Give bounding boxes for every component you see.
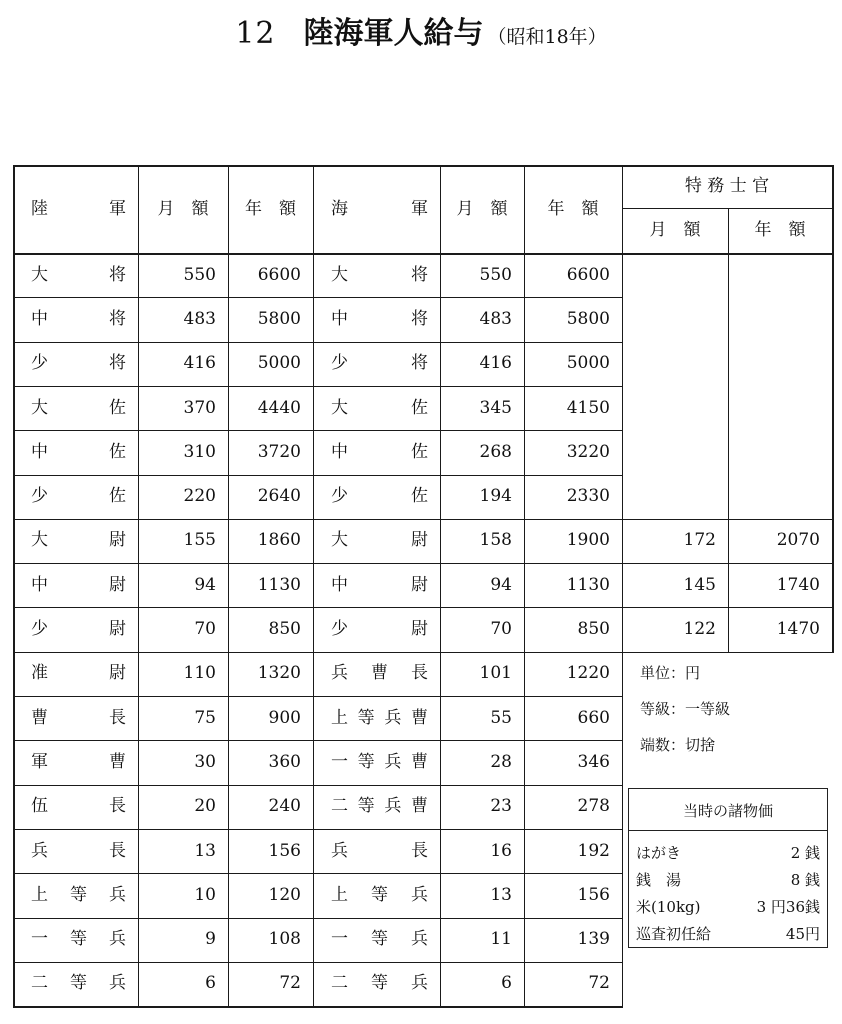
navy-rank: 中 尉	[331, 574, 428, 595]
price-item-name: はがき	[636, 844, 682, 862]
navy-rank: 一等兵曹	[331, 751, 428, 772]
army-rank: 中 将	[31, 308, 126, 329]
navy-rank: 大 尉	[331, 530, 428, 551]
note-line: 等級：一等級	[640, 700, 731, 718]
column-divider	[440, 165, 441, 1006]
navy-monthly: 550	[479, 264, 512, 285]
header-navy: 海 軍	[331, 198, 428, 219]
navy-monthly: 416	[479, 353, 512, 374]
army-rank: 少 尉	[31, 619, 126, 640]
army-yearly: 5000	[257, 353, 301, 374]
navy-rank: 中 将	[331, 308, 428, 329]
navy-monthly: 268	[479, 441, 512, 462]
navy-monthly: 16	[490, 840, 512, 861]
army-monthly: 155	[183, 530, 216, 551]
navy-yearly: 850	[577, 619, 610, 640]
header-navy-monthly: 月 額	[456, 198, 508, 219]
navy-yearly: 346	[577, 751, 610, 772]
navy-rank: 上等兵曹	[331, 707, 428, 728]
navy-yearly: 4150	[566, 397, 610, 418]
navy-monthly: 158	[479, 530, 512, 551]
header-army-yearly: 年 額	[245, 198, 296, 219]
header-special-yearly: 年 額	[754, 220, 806, 240]
table-left-border	[13, 165, 15, 1006]
navy-monthly: 55	[490, 707, 512, 728]
navy-monthly: 194	[479, 486, 512, 507]
header-army: 陸 軍	[31, 198, 126, 219]
army-rank: 大 佐	[31, 397, 126, 418]
army-yearly: 2640	[257, 486, 301, 507]
table-right-border	[832, 165, 834, 652]
army-yearly: 3720	[257, 441, 301, 462]
column-divider	[313, 165, 314, 1006]
navy-rank: 少 佐	[331, 486, 428, 507]
navy-yearly: 139	[577, 929, 610, 950]
navy-rank: 少 尉	[331, 619, 428, 640]
army-monthly: 9	[205, 929, 216, 950]
header-special-monthly: 月 額	[649, 220, 701, 240]
navy-yearly: 5000	[566, 353, 610, 374]
army-rank: 准 尉	[31, 663, 126, 684]
table-top-border	[13, 165, 832, 167]
navy-yearly: 1220	[566, 663, 610, 684]
army-rank: 二 等 兵	[31, 973, 126, 994]
special-column-divider	[728, 208, 729, 652]
page-title	[0, 8, 842, 52]
army-rank: 少 将	[31, 353, 126, 374]
price-item-value: 2 銭	[790, 844, 820, 862]
navy-yearly: 278	[577, 796, 610, 817]
army-monthly: 94	[194, 574, 216, 595]
title-sub: （昭和18年）	[487, 26, 607, 48]
navy-rank: 二等兵曹	[331, 796, 428, 817]
column-divider	[138, 165, 139, 1006]
row-divider	[13, 785, 623, 786]
row-divider	[13, 962, 623, 963]
header-army-monthly: 月 額	[157, 198, 209, 219]
row-divider	[13, 607, 834, 608]
column-divider	[228, 165, 229, 1006]
army-monthly: 370	[183, 397, 216, 418]
navy-rank: 兵 長	[331, 840, 428, 861]
army-monthly: 75	[194, 707, 216, 728]
navy-monthly: 28	[490, 751, 512, 772]
header-navy-yearly: 年 額	[547, 198, 599, 219]
army-yearly: 5800	[257, 308, 301, 329]
navy-monthly: 23	[490, 796, 512, 817]
navy-yearly: 3220	[566, 441, 610, 462]
title-text: 陸海軍人給与	[303, 16, 484, 51]
army-monthly: 6	[205, 973, 216, 994]
army-monthly: 30	[194, 751, 216, 772]
army-monthly: 416	[183, 353, 216, 374]
navy-yearly: 5800	[566, 308, 610, 329]
note-line: 端数：切捨	[640, 736, 716, 754]
special-yearly: 1740	[776, 574, 820, 595]
army-monthly: 110	[183, 663, 216, 684]
navy-monthly: 345	[479, 397, 512, 418]
army-yearly: 72	[279, 973, 301, 994]
navy-monthly: 483	[479, 308, 512, 329]
navy-monthly: 6	[501, 973, 512, 994]
row-divider	[13, 297, 623, 298]
column-divider	[622, 165, 623, 1006]
army-yearly: 4440	[257, 397, 301, 418]
army-yearly: 120	[268, 884, 301, 905]
army-rank: 兵 長	[31, 840, 126, 861]
army-monthly: 20	[194, 796, 216, 817]
army-rank: 中 佐	[31, 441, 126, 462]
army-monthly: 10	[194, 884, 216, 905]
navy-monthly: 13	[490, 884, 512, 905]
special-yearly: 2070	[776, 530, 820, 551]
army-monthly: 310	[183, 441, 216, 462]
army-rank: 曹 長	[31, 707, 126, 728]
row-divider	[13, 918, 623, 919]
navy-rank: 中 佐	[331, 441, 428, 462]
header-bottom-border	[13, 253, 832, 255]
navy-yearly: 1130	[566, 574, 610, 595]
army-yearly: 900	[268, 707, 301, 728]
row-divider	[13, 1006, 623, 1008]
row-divider	[13, 652, 834, 653]
navy-yearly: 72	[588, 973, 610, 994]
army-monthly: 13	[194, 840, 216, 861]
note-line: 単位：円	[640, 664, 701, 682]
army-yearly: 108	[268, 929, 301, 950]
army-rank: 大 尉	[31, 530, 126, 551]
navy-yearly: 192	[577, 840, 610, 861]
special-header-divider	[622, 208, 832, 209]
navy-monthly: 94	[490, 574, 512, 595]
army-monthly: 220	[183, 486, 216, 507]
army-rank: 軍 曹	[31, 751, 126, 772]
navy-yearly: 1900	[566, 530, 610, 551]
row-divider	[13, 342, 623, 343]
army-rank: 伍 長	[31, 796, 126, 817]
special-monthly: 172	[683, 530, 716, 551]
navy-yearly: 2330	[566, 486, 610, 507]
price-box-title: 当時の諸物価	[682, 802, 773, 820]
army-monthly: 483	[183, 308, 216, 329]
navy-yearly: 156	[577, 884, 610, 905]
row-divider	[13, 740, 623, 741]
navy-yearly: 660	[577, 707, 610, 728]
army-rank: 一 等 兵	[31, 929, 126, 950]
row-divider	[13, 430, 623, 431]
navy-monthly: 101	[479, 663, 512, 684]
navy-yearly: 6600	[566, 264, 610, 285]
price-item-name: 巡査初任給	[636, 925, 712, 943]
navy-rank: 二 等 兵	[331, 973, 428, 994]
price-item-value: 8 銭	[790, 871, 820, 889]
special-monthly: 122	[683, 619, 716, 640]
army-yearly: 1860	[257, 530, 301, 551]
army-yearly: 360	[268, 751, 301, 772]
row-divider	[13, 475, 623, 476]
navy-rank: 大 将	[331, 264, 428, 285]
army-monthly: 550	[183, 264, 216, 285]
army-yearly: 1130	[257, 574, 301, 595]
army-yearly: 850	[268, 619, 301, 640]
row-divider	[13, 386, 623, 387]
army-monthly: 70	[194, 619, 216, 640]
army-yearly: 1320	[257, 663, 301, 684]
navy-rank: 上 等 兵	[331, 884, 428, 905]
navy-monthly: 70	[490, 619, 512, 640]
column-divider	[524, 165, 525, 1006]
price-item-value: 3 円36銭	[756, 898, 820, 916]
navy-rank: 少 将	[331, 353, 428, 374]
army-yearly: 156	[268, 840, 301, 861]
special-yearly: 1470	[776, 619, 820, 640]
row-divider	[13, 519, 834, 520]
army-rank: 少 佐	[31, 486, 126, 507]
navy-rank: 一 等 兵	[331, 929, 428, 950]
navy-rank: 大 佐	[331, 397, 428, 418]
price-item-value: 45円	[785, 925, 820, 943]
row-divider	[13, 563, 834, 564]
army-rank: 上 等 兵	[31, 884, 126, 905]
title-number: 12	[235, 16, 276, 51]
army-yearly: 6600	[257, 264, 301, 285]
special-monthly: 145	[683, 574, 716, 595]
army-rank: 大 将	[31, 264, 126, 285]
army-yearly: 240	[268, 796, 301, 817]
price-box-divider	[628, 830, 828, 831]
row-divider	[13, 696, 623, 697]
header-special: 特 務 士 官	[684, 176, 770, 196]
price-item-name: 米(10kg)	[636, 898, 701, 916]
price-item-name: 銭 湯	[636, 871, 682, 889]
navy-monthly: 11	[490, 929, 512, 950]
navy-rank: 兵 曹 長	[331, 663, 428, 684]
row-divider	[13, 873, 623, 874]
army-rank: 中 尉	[31, 574, 126, 595]
row-divider	[13, 829, 623, 830]
